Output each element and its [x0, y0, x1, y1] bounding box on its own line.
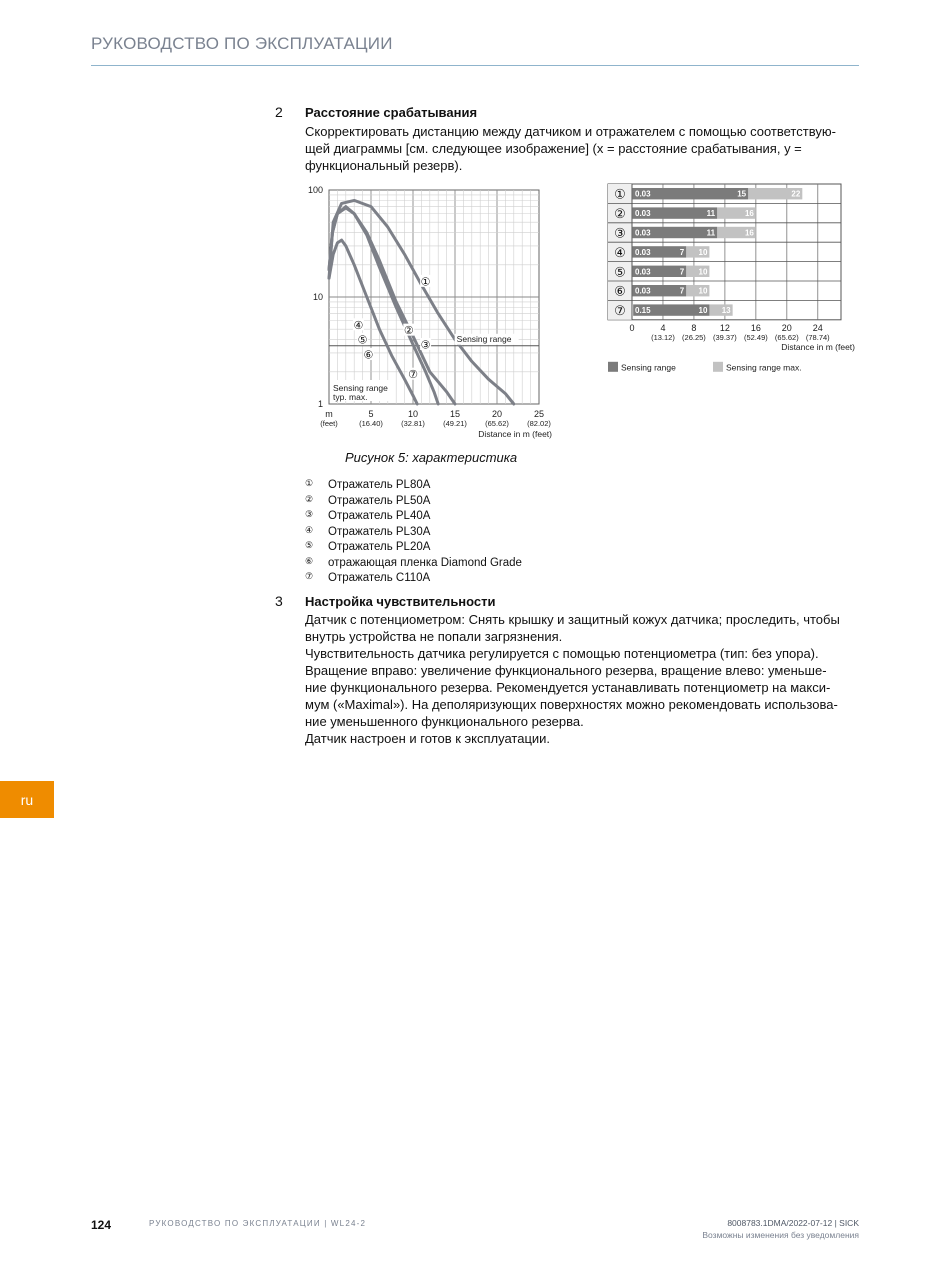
legend-label-sensing-range: Sensing range	[621, 362, 676, 373]
y-tick-label: 1	[317, 399, 323, 409]
x-tick-sublabel: (32.81)	[401, 419, 425, 428]
bar-max-label: 16	[744, 209, 754, 219]
y-tick-label: 100	[307, 185, 323, 195]
x-tick-label: 16	[750, 322, 761, 333]
bar-min-label: 0.03	[635, 247, 651, 257]
bar-max-label: 10	[698, 247, 708, 257]
step-3-line: внутрь устройства не попали загрязнения.	[305, 629, 563, 644]
curve-label: ②	[403, 325, 414, 338]
bar-category-label: ⑦	[614, 303, 626, 319]
legend-text: Отражатель PL30A	[328, 525, 431, 538]
legend-marker: ④	[305, 524, 314, 535]
x-tick-label: 25	[533, 409, 545, 419]
bar-max-label: 10	[698, 286, 708, 296]
x-tick-sublabel: (65.62)	[774, 332, 799, 342]
bar-max-label: 10	[698, 267, 708, 277]
legend-text: Отражатель PL50A	[328, 494, 431, 507]
x-tick-label: 0	[629, 322, 635, 333]
legend-swatch-sensing-range-max	[713, 362, 723, 372]
bar-category-label: ②	[614, 206, 626, 222]
x-tick-label: 8	[691, 322, 697, 333]
x-tick-sublabel: (49.21)	[443, 419, 467, 428]
legend-text: Отражатель PL40A	[328, 510, 431, 522]
x-tick-sublabel: (39.37)	[713, 332, 737, 342]
x-tick-sublabel: (26.25)	[682, 332, 706, 342]
bar-category-label: ④	[614, 244, 626, 260]
footer-note: Возможны изменения без уведомления	[702, 1230, 859, 1240]
bar-range-label: 15	[737, 189, 747, 199]
step-2-number: 2	[275, 104, 283, 120]
legend-text: отражающая пленка Diamond Grade	[328, 556, 522, 569]
curve-label: ⑦	[408, 369, 418, 382]
curve-label: ①	[420, 276, 431, 289]
step-3-number: 3	[275, 593, 283, 609]
x-tick-sublabel: (78.74)	[805, 332, 830, 342]
bar-min-label: 0.03	[635, 189, 651, 199]
bar-range-label: 7	[679, 247, 685, 257]
x-tick-label: 10	[407, 409, 419, 419]
bar-min-label: 0.15	[635, 306, 651, 316]
header-divider	[91, 65, 859, 66]
step-2-line: Скорректировать дистанцию между датчиком и отражателем с помощью соответствую-	[305, 124, 836, 139]
bar-min-label: 0.03	[635, 228, 651, 238]
step-2-line: щей диаграммы [см. следующее изображение] (x = расстояние срабатывания, y =	[305, 141, 802, 156]
curve-label: ⑤	[357, 334, 368, 347]
bar-range-label: 11	[706, 209, 716, 219]
page-number: 124	[91, 1218, 112, 1232]
sensing-range-bar-chart	[600, 180, 870, 380]
step-3-text	[305, 611, 850, 747]
x-tick-sublabel: (82.02)	[527, 419, 551, 428]
legend-text: Отражатель PL20A	[328, 541, 431, 553]
legend-marker: ⑥	[305, 555, 314, 566]
step-2-text	[305, 123, 850, 174]
x-tick-label: 12	[719, 322, 730, 333]
sensing-range-annotation: Sensing range	[456, 333, 512, 344]
step-3-line: Датчик настроен и готов к эксплуатации.	[305, 731, 551, 746]
step-3-line: ние уменьшенного функционального резерва.	[305, 714, 584, 729]
step-3-title: Настройка чувствительности	[305, 594, 496, 609]
step-3-line: Вращение вправо: увеличение функционального резерва, вращение влево: уменьше-	[305, 663, 827, 678]
bar-range-label: 7	[679, 267, 685, 277]
sensing-range-max-annotation: typ. max.	[333, 392, 368, 402]
legend-marker: ③	[305, 509, 314, 519]
bar-range-label: 11	[706, 228, 716, 238]
step-3-line: мум («Maximal»). На деполяризующих поверхностях можно рекомендовать использова-	[305, 697, 838, 712]
bar-range-label: 7	[679, 286, 685, 296]
step-2-line: функциональный резерв).	[305, 158, 463, 173]
bar-max-label: 16	[744, 228, 754, 238]
bar-category-label: ①	[614, 186, 626, 202]
y-tick-label: 10	[312, 292, 323, 302]
bar-max-label: 13	[721, 306, 731, 316]
bar-range-label: 10	[698, 306, 708, 316]
legend-text: Отражатель C110A	[328, 572, 431, 584]
x-tick-sublabel: (feet)	[320, 419, 338, 428]
bar-max-label: 22	[791, 189, 801, 199]
x-axis-label: Distance in m (feet)	[478, 429, 552, 439]
step-3-line: ние функционального резерва. Рекомендуется устанавливать потенциометр на макси-	[305, 680, 831, 695]
footer-doc-id: 8008783.1DMA/2022-07-12 | SICK	[727, 1218, 859, 1228]
x-tick-sublabel: (16.40)	[359, 419, 383, 428]
bar-category-label: ③	[614, 225, 626, 241]
bar-category-label: ⑥	[614, 283, 626, 299]
legend-marker: ⑦	[305, 571, 314, 581]
sensing-range-max-annotation: Sensing range	[333, 383, 388, 393]
bar-min-label: 0.03	[635, 286, 651, 296]
x-tick-label: 20	[491, 409, 503, 419]
step-3-line: Датчик с потенциометром: Снять крышку и защитный кожух датчика; проследить, чтобы	[305, 612, 840, 627]
legend-text: Отражатель PL80A	[328, 479, 431, 491]
curve-label: ⑥	[363, 349, 374, 362]
legend-label-sensing-range-max: Sensing range max.	[726, 362, 802, 373]
curve-label: ④	[353, 319, 364, 332]
bar-min-label: 0.03	[635, 267, 651, 277]
x-tick-label: 24	[812, 322, 823, 333]
x-axis-label: Distance in m (feet)	[781, 341, 855, 352]
legend-swatch-sensing-range	[608, 362, 618, 372]
bar-category-label: ⑤	[614, 264, 626, 280]
x-tick-sublabel: (52.49)	[743, 332, 768, 342]
sensing-range-curve-chart	[300, 180, 570, 445]
x-tick-label: 20	[781, 322, 792, 333]
x-tick-label: 15	[449, 409, 461, 419]
x-tick-label: 4	[660, 322, 666, 333]
figure-caption: Рисунок 5: характеристика	[345, 450, 518, 465]
step-3-line: Чувствительность датчика регулируется с помощью потенциометра (тип: без упора).	[305, 646, 819, 661]
language-tab[interactable]: ru	[0, 781, 54, 818]
legend-marker: ②	[305, 493, 314, 504]
legend-marker: ⑤	[305, 540, 314, 550]
bar-min-label: 0.03	[635, 209, 651, 219]
x-tick-sublabel: (65.62)	[485, 419, 509, 428]
x-tick-label: m	[325, 409, 333, 419]
legend-marker: ①	[305, 478, 314, 488]
x-tick-label: 5	[368, 409, 374, 419]
step-2-title: Расстояние срабатывания	[305, 105, 478, 120]
curve-label: ③	[420, 339, 431, 352]
footer-doc-title: РУКОВОДСТВО ПО ЭКСПЛУАТАЦИИ | WL24-2	[149, 1219, 367, 1228]
x-tick-sublabel: (13.12)	[651, 332, 675, 342]
header-title: РУКОВОДСТВО ПО ЭКСПЛУАТАЦИИ	[91, 34, 393, 53]
